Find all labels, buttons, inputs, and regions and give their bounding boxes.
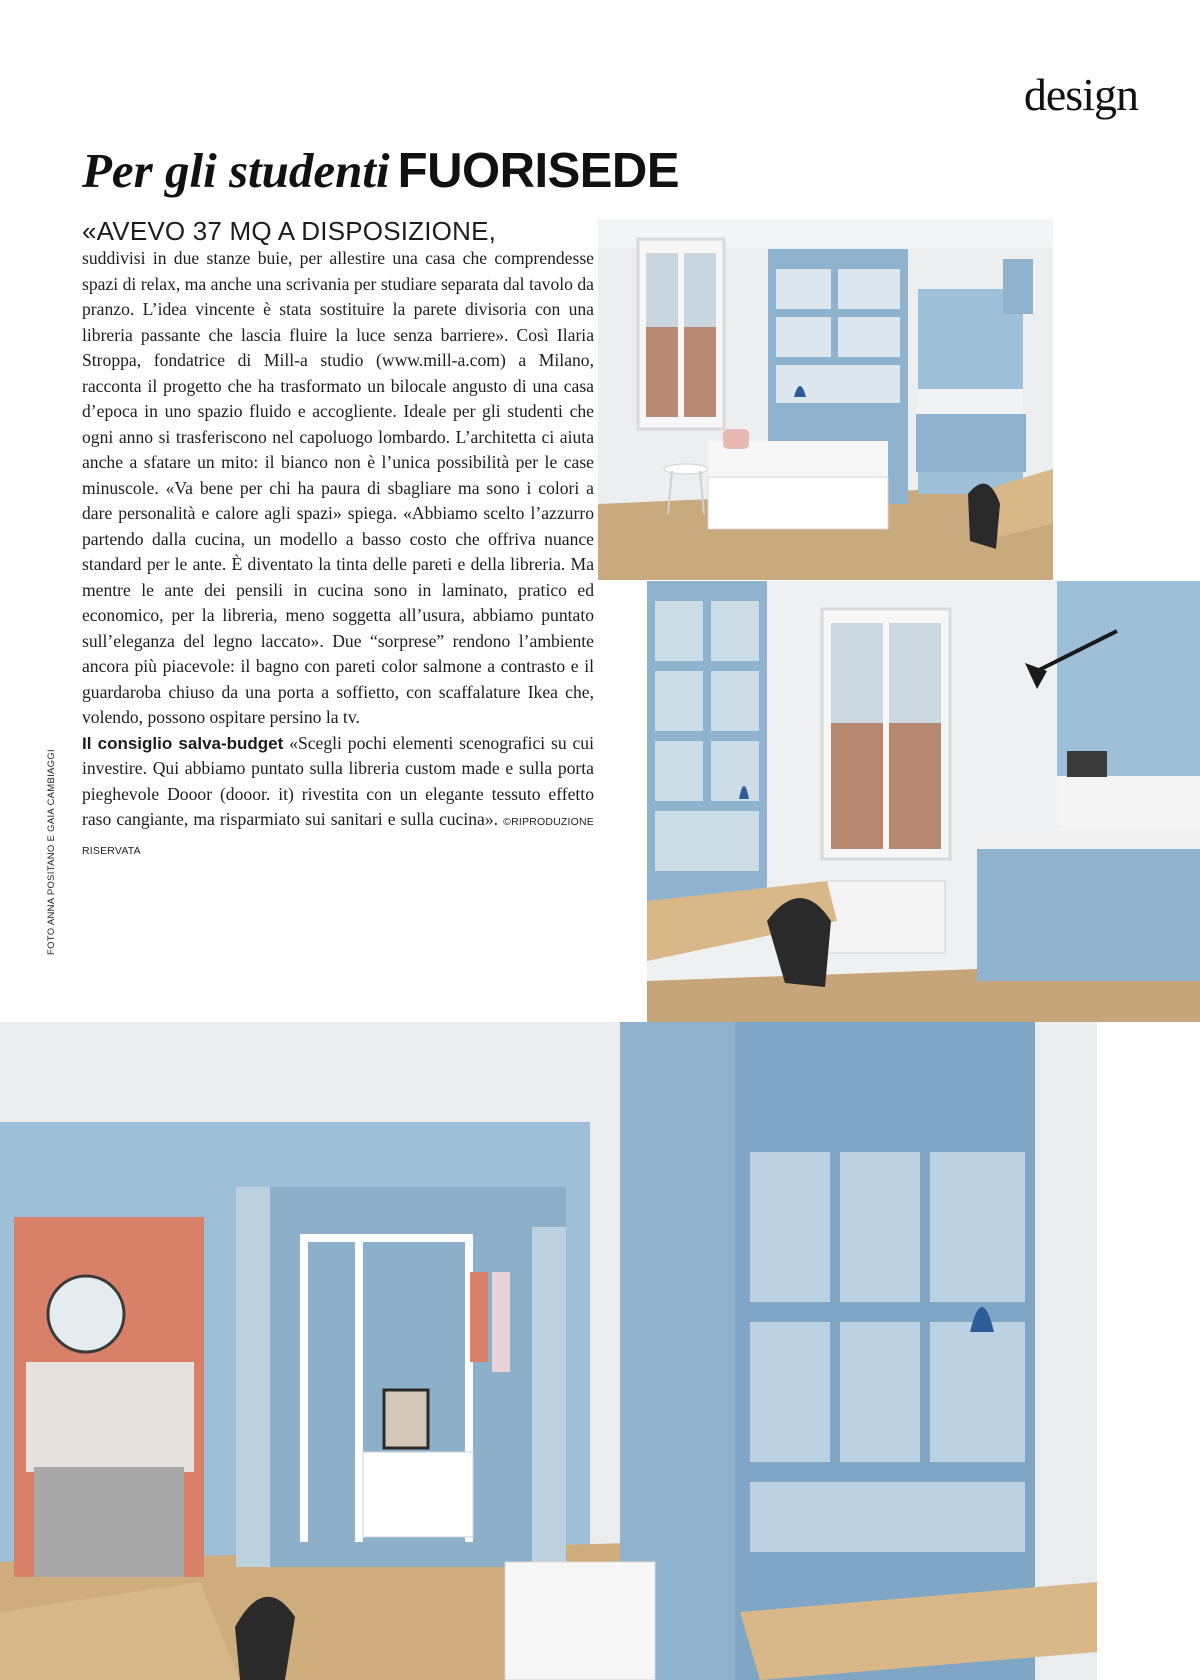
photo-wardrobe-illustration xyxy=(0,1022,1097,1680)
photo-study-illustration xyxy=(647,581,1200,1022)
headline-caps: FUORISEDE xyxy=(397,144,680,198)
headline-italic: Per gli studenti xyxy=(82,143,390,198)
article-body xyxy=(82,216,594,864)
article-lead: «AVEVO 37 MQ A DISPOSIZIONE, xyxy=(82,216,497,246)
photo-bedroom-bookcase xyxy=(598,219,1053,580)
budget-tip-title: Il consiglio salva-budget xyxy=(82,733,284,753)
photo-study-kitchen xyxy=(647,581,1200,1022)
page-title xyxy=(82,143,680,198)
photo-bedroom-illustration xyxy=(598,219,1053,580)
copyright-note: ©RIPRODUZIONE RISERVATA xyxy=(82,816,594,857)
section-tag: design xyxy=(1023,69,1138,120)
budget-tip-body: «Scegli pochi elementi scenografici su cui investire. Qui abbiamo puntato sulla libreria custom made e sulla porta pieghevole Dooor (dooor. it) rivestita con un elegante tessuto effetto raso cangiante, ma risparmiato sui sanitari e sulla cucina». xyxy=(82,732,594,829)
budget-tip xyxy=(82,731,594,865)
article-paragraph: suddivisi in due stanze buie, per allestire una casa che comprendesse spazi di relax, ma anche una scrivania per studiare separata dal tavolo da pranzo. L’idea vincente è stata sostituire la parete divisoria con una libreria passante che lascia fluire la luce senza barriere». Così Ilaria Stroppa, fondatrice di Mill-a studio (www.mill-a.com) a Milano, racconta il progetto che ha trasformato un bilocale angusto di una casa d’epoca in uno spazio fluido e accogliente. Ideale per gli studenti che ogni anno si trasferiscono nel capoluogo lombardo. L’architetta ci aiuta anche a sfatare un mito: il bianco non è l’unica possibilità per le case minuscole. «Va bene per chi ha paura di sbagliare ma sono i colori a dare personalità e calore agli spazi» spiega. «Abbiamo scelto l’azzurro partendo dalla cucina, un modello a basso costo che offriva nuance standard per le ante. È diventato la tinta delle pareti e della libreria. Ma mentre le ante dei pensili in cucina sono in laminato, pratico ed economico, per la libreria, meno soggetta all’usura, abbiamo puntato sull’eleganza del legno laccato». Due “sorprese” rendono l’ambiente ancora più piacevole: il bagno con pareti color salmone a contrasto e il guardaroba chiuso da una porta a soffietto, con scaffalature Ikea che, volendo, possono ospitare persino la tv. xyxy=(82,248,594,727)
photo-credit: FOTO ANNA POSITANO E GAIA CAMBIAGGI xyxy=(46,749,57,955)
photo-wardrobe-bathroom xyxy=(0,1022,1097,1680)
